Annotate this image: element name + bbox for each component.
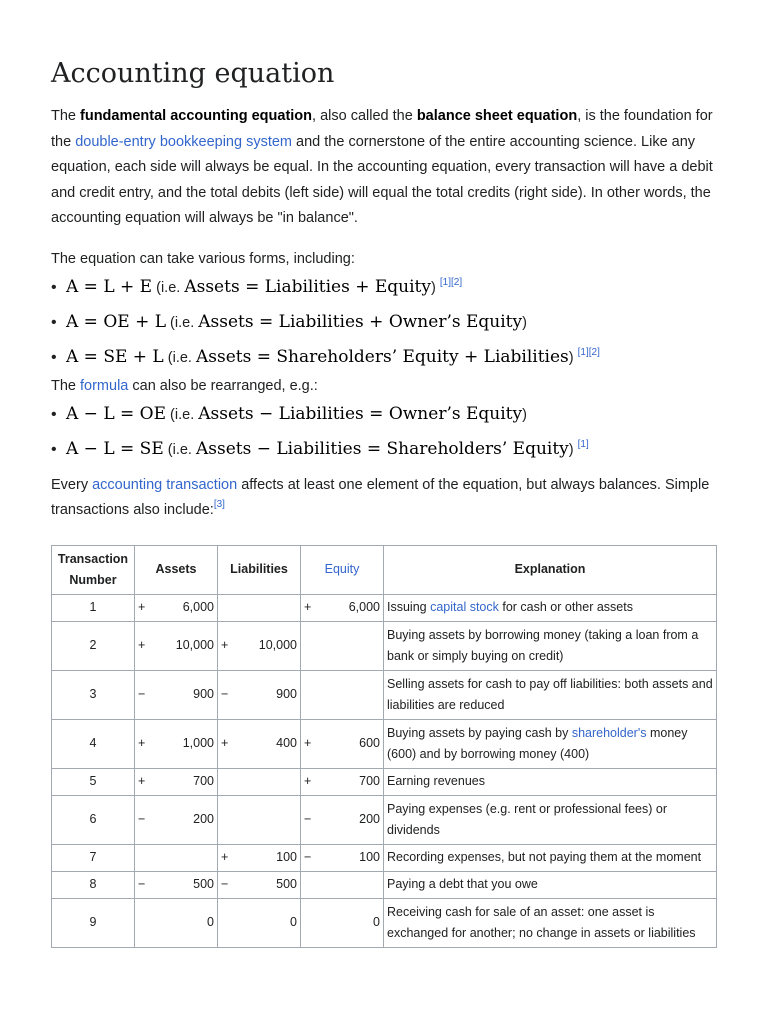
equation-item — [51, 432, 717, 467]
equation-forms-list — [51, 270, 717, 375]
cell-transaction-number: 1 — [52, 594, 135, 621]
cell-equity — [301, 621, 384, 670]
cell-liabilities-sign: − — [221, 877, 229, 891]
cell-assets-value: 1,000 — [182, 736, 214, 750]
table-row — [52, 844, 717, 871]
table-header-row — [52, 545, 717, 594]
rearrange-text: The — [51, 377, 81, 394]
cell-liabilities — [218, 621, 301, 670]
accounting-transaction-link[interactable]: accounting transaction — [92, 476, 238, 493]
cell-assets-sign: + — [138, 638, 146, 652]
cell-equity — [301, 844, 384, 871]
header-transaction-number: Transaction Number — [52, 545, 135, 594]
ie-open: (i.e. — [163, 441, 196, 458]
cell-equity-value: 600 — [359, 736, 380, 750]
ie-open: (i.e. — [152, 279, 185, 296]
cell-equity-sign: + — [304, 736, 312, 750]
intro-bold-term: balance sheet equation — [416, 108, 578, 124]
cell-transaction-number: 3 — [52, 670, 135, 719]
cell-equity — [301, 871, 384, 898]
cell-liabilities-sign — [221, 912, 231, 933]
ie-open: (i.e. — [166, 406, 199, 423]
reference-link[interactable]: [1][2] — [439, 276, 463, 288]
cell-equity — [301, 768, 384, 795]
table-row — [52, 898, 717, 947]
forms-lead: The equation can take various forms, including: — [51, 250, 355, 267]
cell-equity-sign: + — [304, 600, 312, 614]
intro-text: , also called the — [312, 108, 417, 124]
cell-equity-value: 100 — [359, 850, 380, 864]
intro-bold-term: fundamental accounting equation — [80, 108, 313, 124]
cell-assets-sign — [138, 912, 148, 933]
cell-assets-value: 900 — [193, 687, 214, 701]
equation-item — [51, 270, 717, 305]
ie-close: ) — [522, 314, 527, 331]
equation-item — [51, 397, 717, 432]
cell-liabilities — [218, 795, 301, 844]
explanation-text: Receiving cash for sale of an asset: one asset is exchanged for another; no change in assets or liabilities — [387, 904, 696, 940]
cell-assets — [135, 670, 218, 719]
table-row — [52, 670, 717, 719]
every-text: affects at least one element of the equation, but always balances. Simple transactions also include: — [51, 476, 710, 518]
cell-transaction-number: 6 — [52, 795, 135, 844]
cell-assets-value: 0 — [207, 915, 214, 929]
cell-assets-sign: + — [138, 736, 146, 750]
equation-words: Assets − Liabilities = Owner’s Equity — [198, 403, 523, 424]
cell-assets-sign: − — [138, 877, 146, 891]
table-row — [52, 719, 717, 768]
table-row — [52, 768, 717, 795]
cell-transaction-number: 2 — [52, 621, 135, 670]
cell-equity-sign: + — [304, 774, 312, 788]
equation-item — [51, 305, 717, 340]
equation-words: Assets = Liabilities + Owner’s Equity — [198, 311, 523, 332]
cell-explanation — [384, 844, 717, 871]
equity-link[interactable]: Equity — [324, 562, 360, 576]
explanation-text: Paying a debt that you owe — [387, 877, 538, 891]
cell-liabilities — [218, 594, 301, 621]
cell-liabilities — [218, 670, 301, 719]
cell-equity — [301, 795, 384, 844]
table-row — [52, 795, 717, 844]
reference-link[interactable]: [3] — [213, 498, 225, 510]
cell-liabilities — [218, 844, 301, 871]
reference-link[interactable]: [1] — [577, 438, 589, 450]
cell-liabilities — [218, 898, 301, 947]
cell-explanation — [384, 768, 717, 795]
cell-explanation — [384, 594, 717, 621]
every-text: Every — [51, 476, 93, 493]
cell-liabilities-sign: + — [221, 638, 229, 652]
table-body — [52, 594, 717, 947]
cell-equity-value: 700 — [359, 774, 380, 788]
rearrange-text: can also be rearranged, e.g.: — [128, 377, 318, 394]
cell-assets-sign: − — [138, 812, 146, 826]
cell-equity — [301, 719, 384, 768]
cell-assets-value: 700 — [193, 774, 214, 788]
cell-liabilities-value: 500 — [276, 877, 297, 891]
intro-text: and the cornerstone of the entire accounting science. Like any equation, each side will always be equal. In the accounting equation, every transaction will have a debit and credit entry, and the total debits (left side) will equal the total credits (right side). In other words, the accounting equation will always be "in balance". — [51, 133, 713, 226]
cell-liabilities-value: 900 — [276, 687, 297, 701]
equation-item — [51, 340, 717, 375]
cell-liabilities — [218, 768, 301, 795]
explanation-text: money (600) and by borrowing money (400) — [387, 725, 688, 761]
explanation-text: Buying assets by paying cash by — [387, 725, 572, 740]
cell-liabilities-value: 10,000 — [258, 638, 297, 652]
header-liabilities: Liabilities — [218, 545, 301, 594]
ie-close: ) — [568, 349, 574, 366]
cell-equity — [301, 670, 384, 719]
cell-transaction-number: 7 — [52, 844, 135, 871]
cell-liabilities-sign: − — [221, 687, 229, 701]
cell-equity — [301, 898, 384, 947]
rearrange-paragraph — [51, 375, 717, 397]
transactions-table — [51, 545, 717, 948]
intro-paragraph — [51, 104, 717, 232]
ie-open: (i.e. — [163, 349, 196, 366]
ie-open: (i.e. — [166, 314, 199, 331]
cell-assets-value: 6,000 — [182, 600, 214, 614]
cell-assets-value: 10,000 — [175, 638, 214, 652]
cell-transaction-number: 5 — [52, 768, 135, 795]
double-entry-link[interactable]: double-entry bookkeeping system — [75, 133, 293, 150]
explanation-link[interactable]: shareholder's — [571, 725, 647, 740]
cell-transaction-number: 4 — [52, 719, 135, 768]
cell-assets — [135, 719, 218, 768]
cell-assets — [135, 594, 218, 621]
cell-explanation — [384, 871, 717, 898]
ie-close: ) — [568, 441, 574, 458]
cell-liabilities-sign: + — [221, 736, 229, 750]
cell-assets-sign: − — [138, 687, 146, 701]
cell-assets-value: 500 — [193, 877, 214, 891]
explanation-text: Earning revenues — [387, 774, 485, 788]
rearranged-list — [51, 397, 717, 467]
cell-equity-value: 0 — [373, 915, 380, 929]
explanation-link[interactable]: capital stock — [430, 600, 499, 614]
ie-close: ) — [522, 406, 527, 423]
cell-assets — [135, 898, 218, 947]
equation-symbols: A = L + E — [66, 276, 153, 297]
header-explanation: Explanation — [384, 545, 717, 594]
cell-explanation — [384, 670, 717, 719]
cell-equity-sign: − — [304, 812, 312, 826]
cell-explanation — [384, 719, 717, 768]
cell-liabilities — [218, 719, 301, 768]
cell-transaction-number: 8 — [52, 871, 135, 898]
cell-assets — [135, 795, 218, 844]
equation-symbols: A − L = SE — [66, 438, 164, 459]
explanation-text: Buying assets by borrowing money (taking a loan from a bank or simply buying on credit) — [387, 627, 699, 663]
cell-liabilities-sign: + — [221, 850, 229, 864]
equation-symbols: A = SE + L — [66, 346, 164, 367]
cell-liabilities-value: 100 — [276, 850, 297, 864]
table-row — [52, 621, 717, 670]
header-assets: Assets — [135, 545, 218, 594]
cell-explanation — [384, 795, 717, 844]
cell-explanation — [384, 621, 717, 670]
cell-equity-value: 200 — [359, 812, 380, 826]
cell-transaction-number: 9 — [52, 898, 135, 947]
cell-assets — [135, 621, 218, 670]
explanation-text: Issuing — [387, 600, 431, 614]
cell-assets-value: 200 — [193, 812, 214, 826]
table-row — [52, 594, 717, 621]
equation-symbols: A − L = OE — [66, 403, 167, 424]
transactions-paragraph — [51, 473, 717, 523]
intro-text: , is the foundation for the — [51, 108, 713, 150]
explanation-text: Selling assets for cash to pay off liabilities: both assets and liabilities are reduced — [387, 676, 713, 712]
cell-assets — [135, 844, 218, 871]
cell-assets-sign: + — [138, 600, 146, 614]
equation-words: Assets − Liabilities = Shareholders’ Equity — [195, 438, 569, 459]
ie-close: ) — [431, 279, 436, 296]
cell-equity-sign — [304, 912, 314, 933]
cell-assets — [135, 871, 218, 898]
equation-words: Assets = Shareholders’ Equity + Liabilities — [195, 346, 569, 367]
table-row — [52, 871, 717, 898]
cell-liabilities — [218, 871, 301, 898]
explanation-text: Paying expenses (e.g. rent or professional fees) or dividends — [387, 801, 668, 837]
reference-link[interactable]: [1][2] — [577, 346, 600, 358]
cell-assets — [135, 768, 218, 795]
explanation-text: Recording expenses, but not paying them at the moment — [387, 850, 702, 864]
cell-explanation — [384, 898, 717, 947]
intro-text: The — [51, 108, 81, 124]
cell-liabilities-value: 0 — [290, 915, 297, 929]
header-equity — [301, 545, 384, 594]
cell-liabilities-value: 400 — [276, 736, 297, 750]
page-title: Accounting equation — [51, 58, 335, 89]
cell-equity-value: 6,000 — [348, 600, 380, 614]
explanation-text: for cash or other assets — [498, 600, 633, 614]
cell-assets-sign: + — [138, 774, 146, 788]
equation-symbols: A = OE + L — [66, 311, 167, 332]
cell-equity — [301, 594, 384, 621]
cell-equity-sign: − — [304, 850, 312, 864]
equation-words: Assets = Liabilities + Equity — [184, 276, 431, 297]
formula-link[interactable]: formula — [80, 377, 129, 394]
